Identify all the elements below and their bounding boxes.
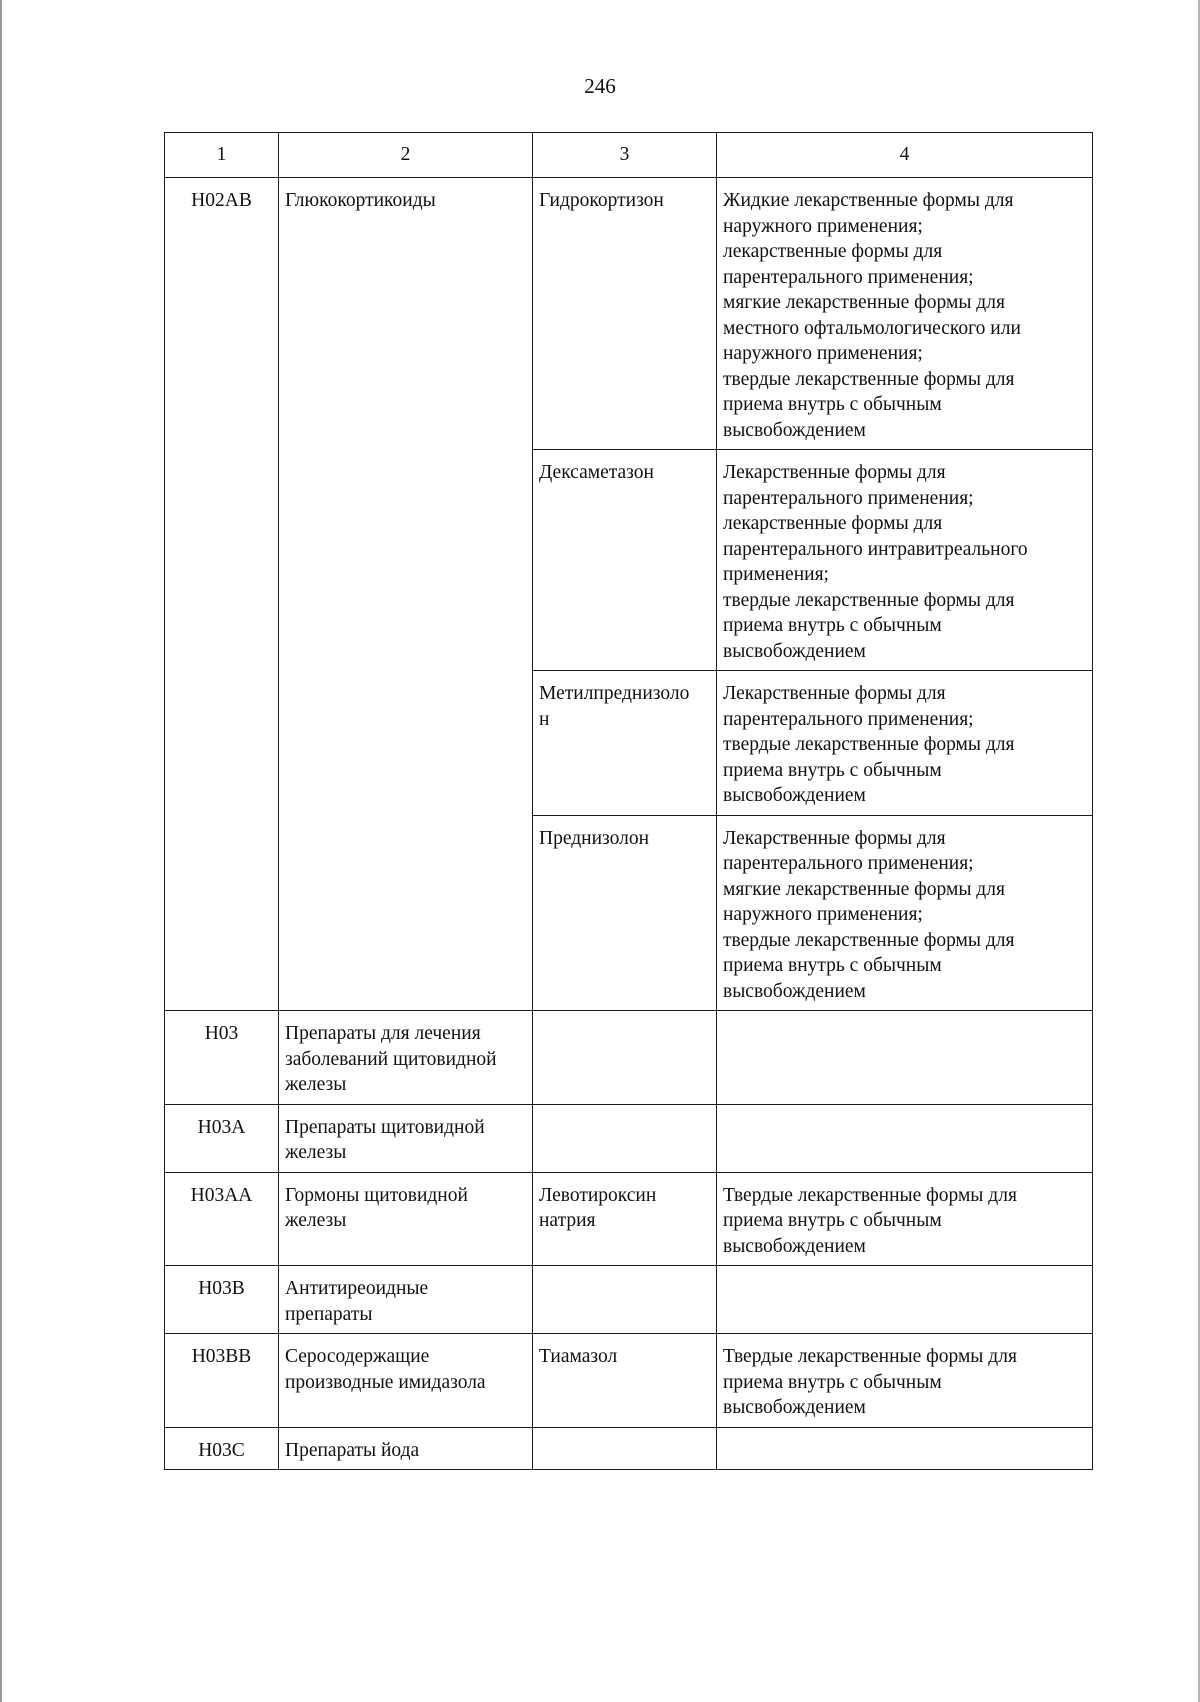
group-name-cell-line: производные имидазола [285, 1371, 486, 1393]
table-body [165, 133, 1093, 1470]
dosage-forms-cell-line: парентерального применения; [723, 266, 974, 288]
drug-name-cell [533, 671, 717, 816]
dosage-forms-cell-line: приема внутрь с обычным [723, 1210, 942, 1231]
group-name-cell-line: Препараты для лечения [285, 1023, 481, 1044]
group-name-cell-line: препараты [285, 1303, 373, 1325]
dosage-forms-cell-line: Жидкие лекарственные формы для [723, 190, 1014, 211]
group-name-cell [279, 1104, 533, 1172]
group-name-cell-line: Серосодержащие [285, 1346, 430, 1367]
dosage-forms-cell-line: приема внутрь с обычным [723, 955, 942, 976]
dosage-forms-cell-line: приема внутрь с обычным [723, 759, 942, 781]
table-row [165, 1266, 1093, 1334]
dosage-forms-cell-line: наружного применения; [723, 215, 923, 237]
dosage-forms-cell-line: приема внутрь с обычным [723, 394, 942, 415]
atc-code-cell-line: H03A [197, 1116, 246, 1138]
atc-code-cell-line: H03AA [190, 1184, 253, 1206]
drug-name-cell [533, 1104, 717, 1172]
group-name-cell-line: Препараты щитовидной [285, 1116, 485, 1138]
dosage-forms-cell [717, 1334, 1093, 1428]
dosage-forms-cell-line: Твердые лекарственные формы для [723, 1346, 1017, 1367]
group-name-cell-line: Гормоны щитовидной [285, 1184, 468, 1206]
scan-edge-left [0, 0, 2, 1702]
group-name-cell [279, 1334, 533, 1428]
header-cell: 3 [533, 133, 717, 178]
drug-name-cell [533, 1011, 717, 1105]
drug-name-cell [533, 1334, 717, 1428]
atc-code-cell [165, 1172, 279, 1266]
group-name-cell-line: железы [285, 1210, 347, 1231]
dosage-forms-cell [717, 815, 1093, 1011]
dosage-forms-cell-line: лекарственные формы для [723, 513, 943, 534]
group-name-cell-line: Антитиреоидные [285, 1278, 429, 1299]
drug-name-cell [533, 1266, 717, 1334]
table-row [165, 1334, 1093, 1428]
table-row [165, 178, 1093, 450]
dosage-forms-cell [717, 1427, 1093, 1470]
group-name-cell-line: Препараты йода [285, 1439, 420, 1461]
dosage-forms-cell-line: Лекарственные формы для [723, 462, 946, 483]
dosage-forms-cell-line: Твердые лекарственные формы для [723, 1184, 1017, 1206]
atc-code-cell [165, 178, 279, 1011]
dosage-forms-cell-line: местного офтальмологического или [723, 317, 1021, 339]
drug-name-cell-line: Гидрокортизон [539, 190, 664, 211]
group-name-cell-line: железы [285, 1074, 347, 1095]
dosage-forms-cell [717, 178, 1093, 450]
group-name-cell [279, 1427, 533, 1470]
atc-code-cell-line: H03C [198, 1439, 245, 1461]
drug-name-cell [533, 450, 717, 671]
dosage-forms-cell-line: парентерального применения; [723, 853, 974, 874]
dosage-forms-cell-line: твердые лекарственные формы для [723, 929, 1015, 951]
drug-name-cell-line: Преднизолон [539, 827, 650, 849]
dosage-forms-cell-line: высвобождением [723, 1397, 866, 1418]
drug-name-cell-line: Дексаметазон [539, 462, 654, 483]
atc-code-cell [165, 1104, 279, 1172]
dosage-forms-cell-line: парентерального применения; [723, 708, 974, 730]
atc-code-cell [165, 1011, 279, 1105]
atc-code-cell-line: H03B [198, 1278, 245, 1299]
dosage-forms-cell-line: высвобождением [723, 980, 866, 1002]
dosage-forms-cell-line: наружного применения; [723, 343, 923, 364]
dosage-forms-cell-line: твердые лекарственные формы для [723, 368, 1015, 390]
group-name-cell-line: железы [285, 1142, 347, 1163]
drug-name-cell-line: Левотироксин [539, 1184, 657, 1206]
dosage-forms-cell-line: парентерального применения; [723, 487, 974, 509]
header-cell: 1 [165, 133, 279, 178]
dosage-forms-cell-line: высвобождением [723, 785, 866, 806]
dosage-forms-cell-line: мягкие лекарственные формы для [723, 878, 1005, 900]
table-header-row [165, 133, 1093, 178]
group-name-cell [279, 1266, 533, 1334]
dosage-forms-cell-line: наружного применения; [723, 904, 923, 925]
dosage-forms-cell-line: твердые лекарственные формы для [723, 589, 1015, 611]
dosage-forms-cell [717, 450, 1093, 671]
drug-table [164, 132, 1093, 1470]
header-cell: 4 [717, 133, 1093, 178]
dosage-forms-cell-line: высвобождением [723, 640, 866, 662]
dosage-forms-cell-line: твердые лекарственные формы для [723, 734, 1015, 755]
table-row [165, 1172, 1093, 1266]
dosage-forms-cell-line: парентерального интравитреального [723, 538, 1028, 560]
atc-code-cell-line: H02AB [191, 190, 252, 211]
table-row [165, 1427, 1093, 1470]
group-name-cell-line: Глюкокортикоиды [285, 190, 436, 211]
drug-name-cell [533, 815, 717, 1011]
page-number: 246 [584, 74, 616, 98]
dosage-forms-cell [717, 1172, 1093, 1266]
group-name-cell [279, 178, 533, 1011]
atc-code-cell-line: H03 [204, 1023, 239, 1044]
drug-name-cell [533, 178, 717, 450]
dosage-forms-cell [717, 1266, 1093, 1334]
dosage-forms-cell-line: приема внутрь с обычным [723, 615, 942, 636]
drug-name-cell-line: Метилпреднизоло [539, 683, 690, 704]
drug-name-cell-line: Тиамазол [539, 1346, 618, 1367]
drug-name-cell [533, 1427, 717, 1470]
table-row [165, 1104, 1093, 1172]
atc-code-cell [165, 1266, 279, 1334]
dosage-forms-cell-line: высвобождением [723, 1235, 866, 1257]
drug-name-cell-line: натрия [539, 1210, 596, 1231]
dosage-forms-cell-line: мягкие лекарственные формы для [723, 292, 1005, 313]
dosage-forms-cell [717, 671, 1093, 816]
atc-code-cell [165, 1334, 279, 1428]
atc-code-cell [165, 1427, 279, 1470]
group-name-cell [279, 1011, 533, 1105]
header-cell: 2 [279, 133, 533, 178]
dosage-forms-cell-line: Лекарственные формы для [723, 683, 946, 704]
dosage-forms-cell-line: приема внутрь с обычным [723, 1371, 942, 1393]
dosage-forms-cell-line: высвобождением [723, 419, 866, 441]
dosage-forms-cell-line: применения; [723, 564, 829, 585]
atc-code-cell-line: H03BB [191, 1346, 252, 1367]
table-row [165, 1011, 1093, 1105]
dosage-forms-cell-line: лекарственные формы для [723, 241, 943, 262]
dosage-forms-cell [717, 1011, 1093, 1105]
drug-name-cell-line: н [539, 708, 550, 730]
dosage-forms-cell-line: Лекарственные формы для [723, 827, 946, 849]
group-name-cell [279, 1172, 533, 1266]
group-name-cell-line: заболеваний щитовидной [285, 1048, 497, 1070]
dosage-forms-cell [717, 1104, 1093, 1172]
drug-name-cell [533, 1172, 717, 1266]
